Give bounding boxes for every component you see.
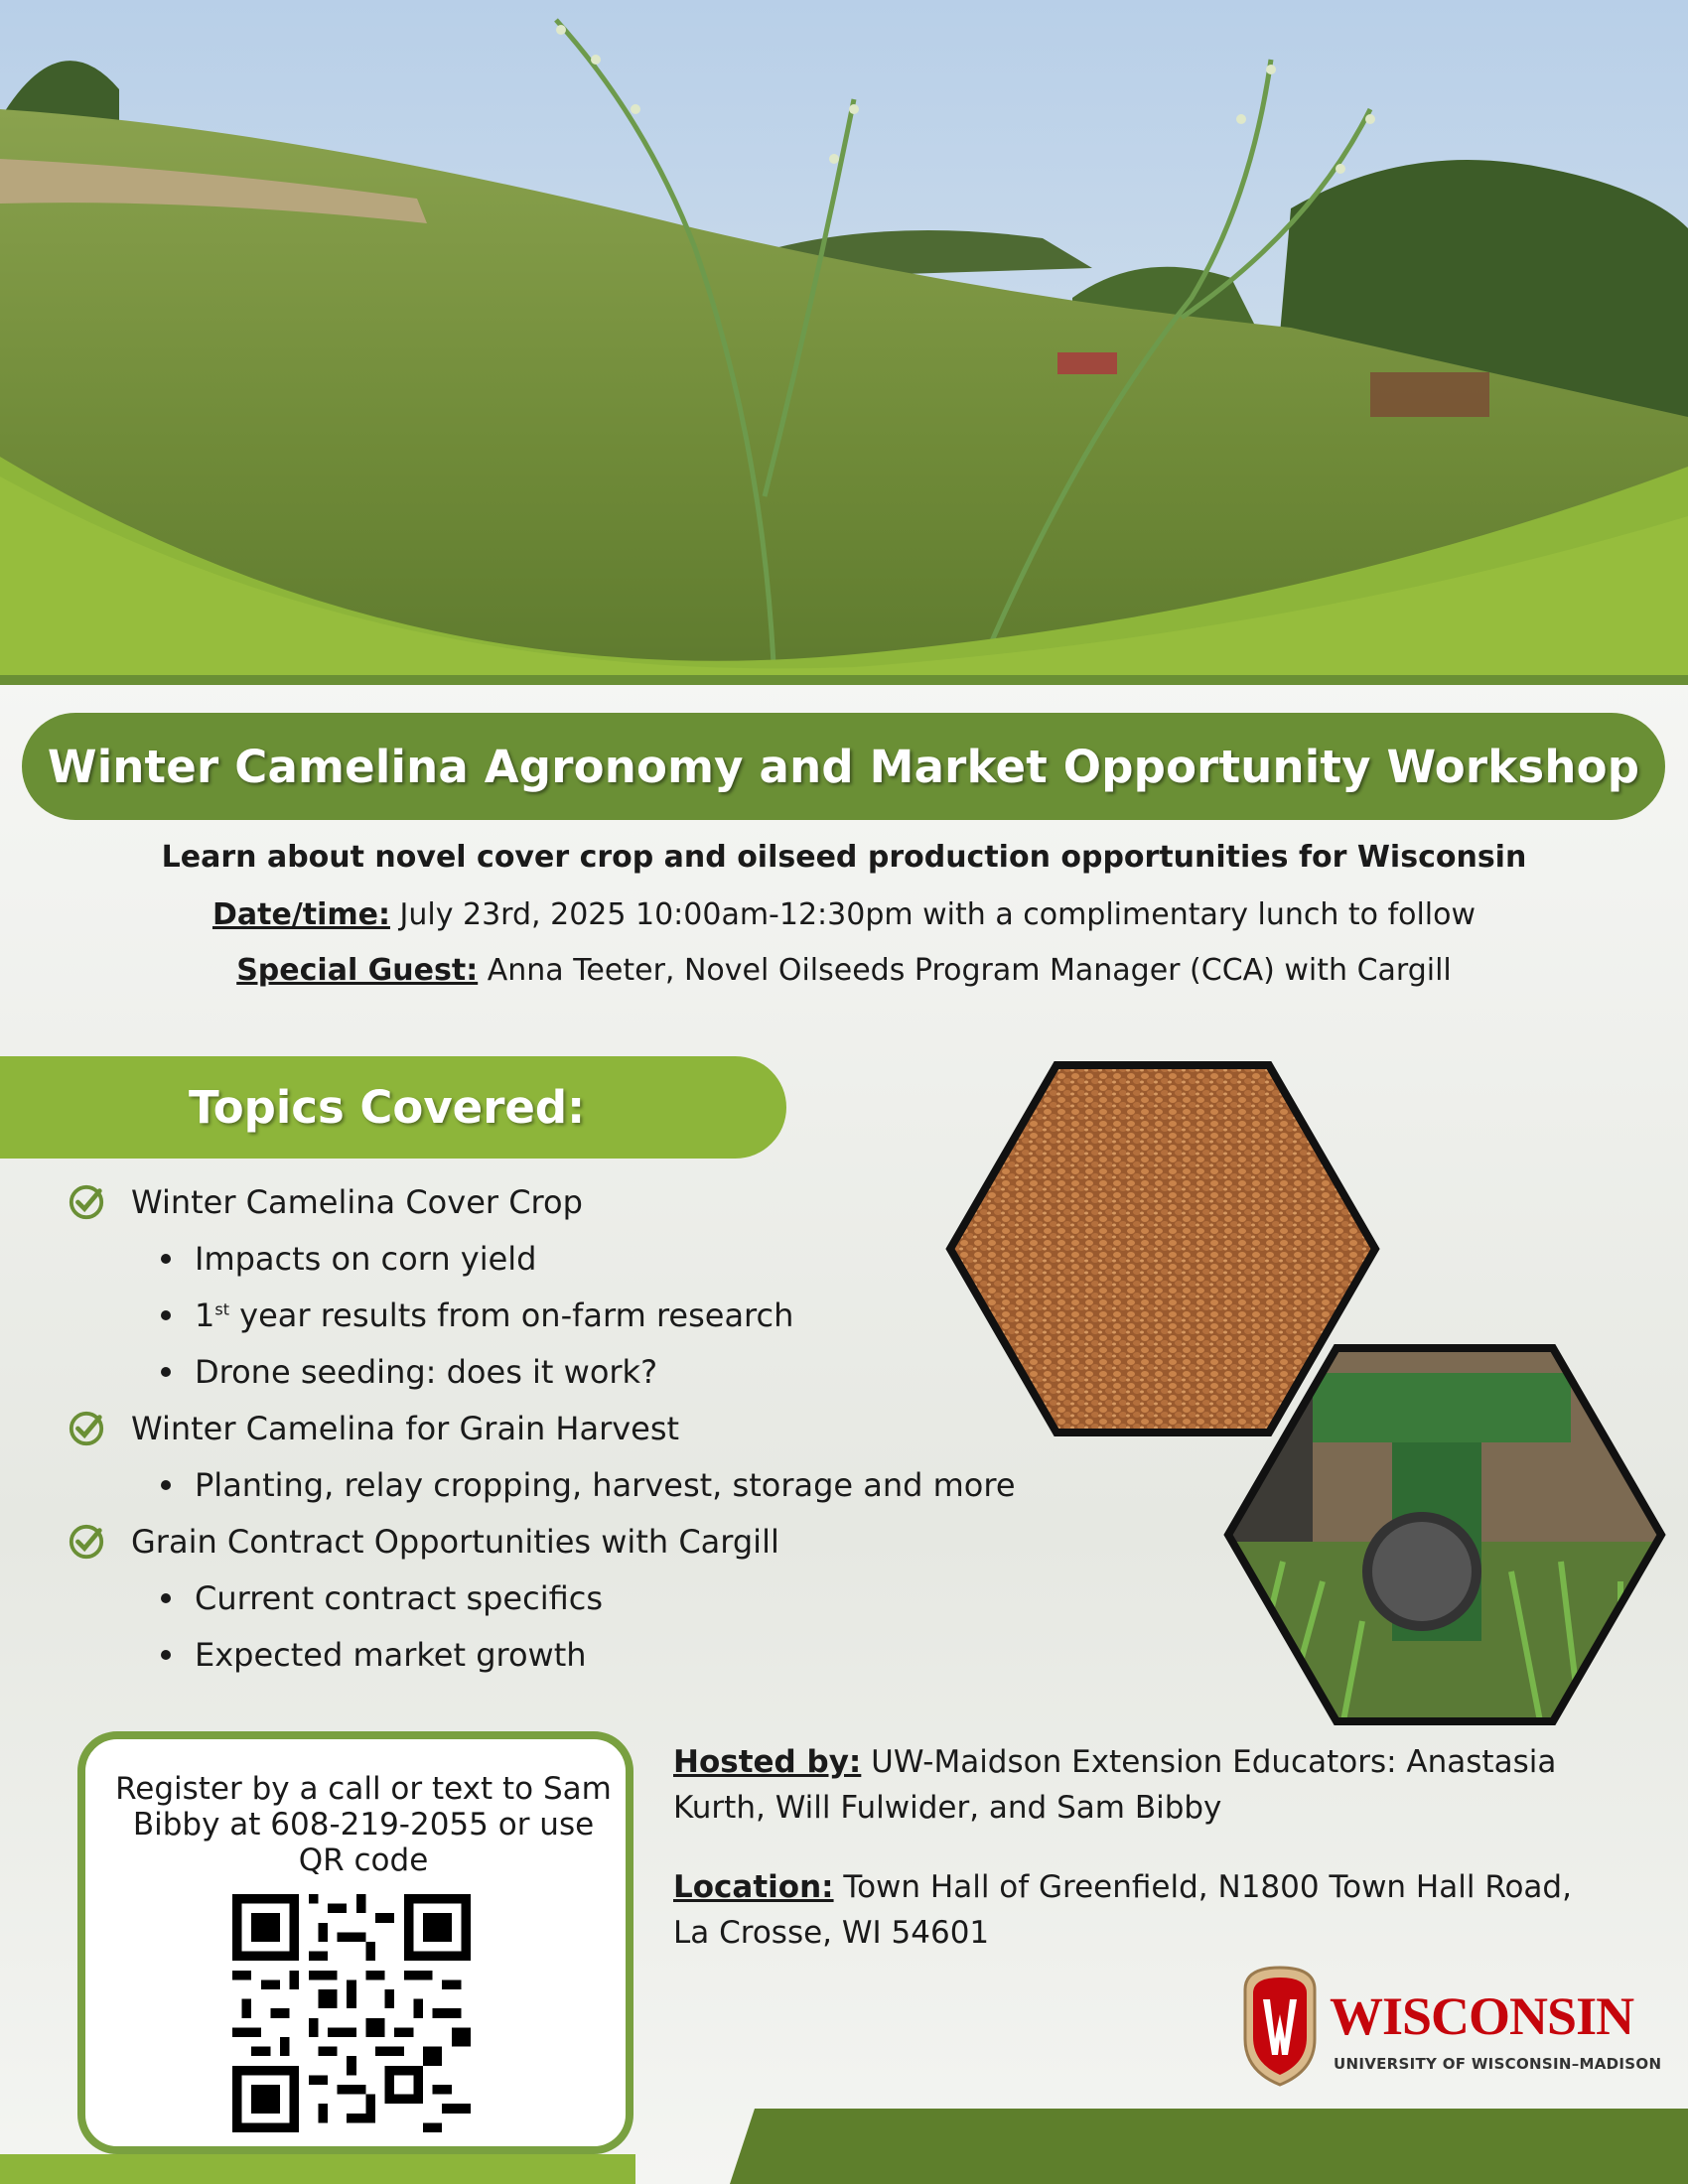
date-time-line [0,897,1688,932]
subtopic-item [68,1343,1060,1400]
subtopic-label: Impacts on corn yield [195,1239,537,1278]
topic-label: Winter Camelina Cover Crop [131,1182,583,1221]
bullet-icon [161,1254,171,1264]
topics-heading: Topics Covered: [189,1081,586,1134]
subtopic-label: Current contract specifics [195,1578,604,1617]
subtopic-label: Planting, relay cropping, harvest, storage and more [195,1465,1016,1504]
title-banner [22,713,1665,820]
planter-hex-photo [1223,1343,1666,1726]
uw-wordmark: WISCONSIN [1330,1986,1634,2046]
subtopic-item [68,1570,1060,1626]
bullet-icon [161,1593,171,1603]
special-guest-line [0,953,1688,988]
date-label: Date/time: [211,897,390,932]
guest-label: Special Guest: [236,953,479,988]
uw-subtitle: UNIVERSITY OF WISCONSIN–MADISON [1334,2055,1662,2073]
page-title: Winter Camelina Agronomy and Market Opportunity Workshop [47,740,1640,793]
subtopic-label: Drone seeding: does it work? [195,1352,658,1391]
hosted-value: UW-Maidson Extension Educators: Anastasia Kurth, Will Fulwider, and Sam Bibby [673,1744,1557,1826]
location-label: Location: [673,1869,834,1905]
subtopic-item [68,1230,1060,1287]
bullet-icon [161,1480,171,1490]
topic-label: Grain Contract Opportunities with Cargill [131,1522,779,1561]
tagline: Learn about novel cover crop and oilseed production opportunities for Wisconsin [161,840,1527,875]
register-box [77,1731,633,2154]
footer-band [0,2109,1688,2184]
check-circle-icon [68,1410,105,1447]
topic-item [68,1400,1060,1456]
check-circle-icon [68,1183,105,1221]
register-text: Register by a call or text to Sam Bibby at 608-219-2055 or use QR code [115,1771,612,1878]
topic-item [68,1513,1060,1570]
guest-value: Anna Teeter, Novel Oilseeds Program Manager (CCA) with Cargill [478,953,1452,988]
subtopic-item [68,1456,1060,1513]
check-circle-icon [68,1523,105,1561]
location-value: Town Hall of Greenfield, N1800 Town Hall Road, La Crosse, WI 54601 [673,1869,1572,1951]
bullet-icon [161,1650,171,1660]
hosted-by [673,1739,1567,1831]
subtopic-label: Expected market growth [195,1635,587,1674]
subtopic-item [68,1287,1060,1343]
bullet-icon [161,1310,171,1320]
topics-heading-banner [0,1056,786,1159]
hosted-label: Hosted by: [673,1744,862,1780]
date-value: July 23rd, 2025 10:00am-12:30pm with a complimentary lunch to follow [389,897,1477,932]
bullet-icon [161,1367,171,1377]
location [673,1864,1597,1956]
topic-list [68,1173,1060,1683]
subtopic-label: 1st year results from on-farm research [195,1296,794,1334]
topic-item [68,1173,1060,1230]
subtopic-item [68,1626,1060,1683]
qr-code[interactable] [232,1894,471,2132]
hero-photo [0,0,1688,685]
topic-label: Winter Camelina for Grain Harvest [131,1409,680,1447]
